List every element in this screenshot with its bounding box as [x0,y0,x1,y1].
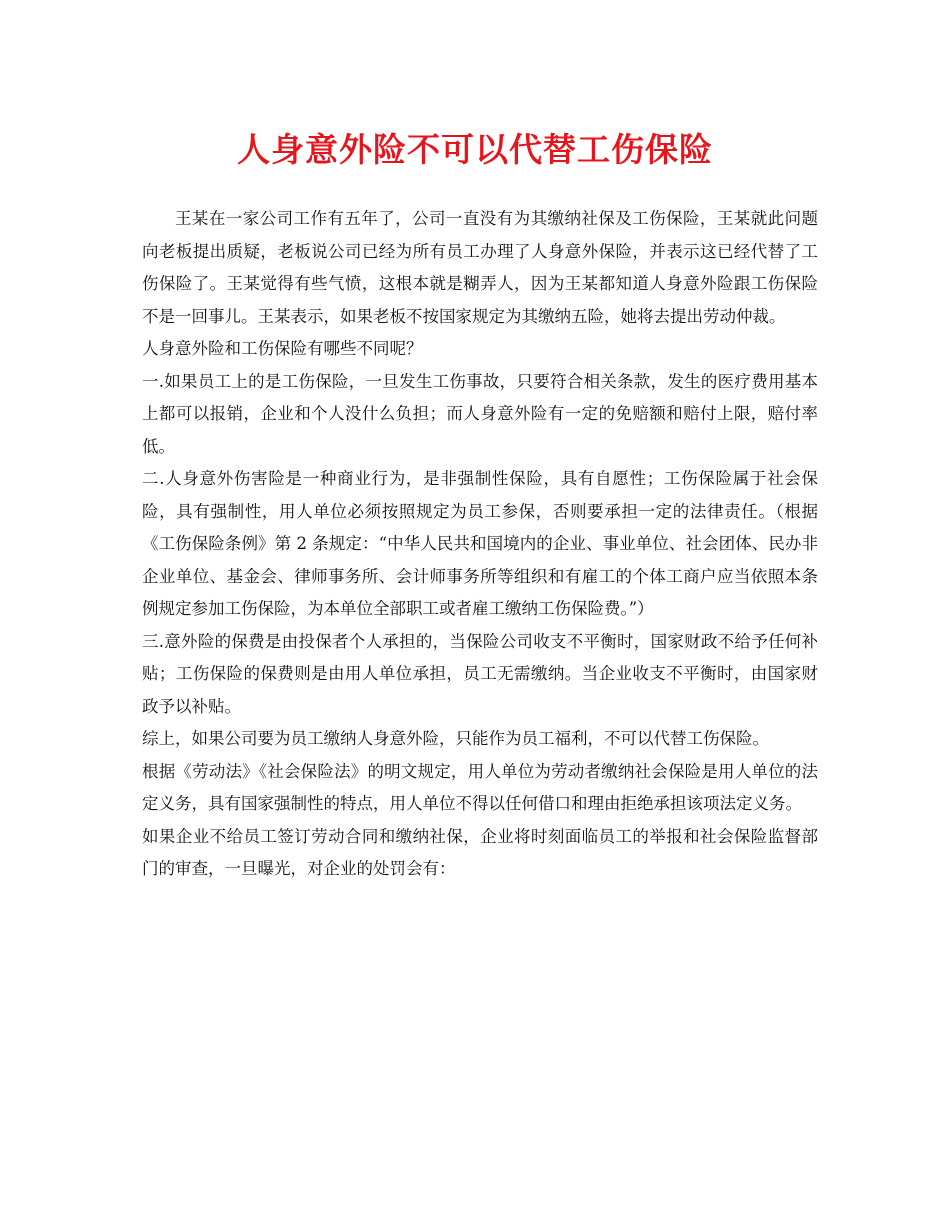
document-body [142,203,818,886]
paragraph-question: 人身意外险和工伤保险有哪些不同呢？ [142,339,423,358]
paragraph-penalty-intro: 如果企业不给员工签订劳动合同和缴纳社保，企业将时刻面临员工的举报和社会保险监督部门的审查，一旦曝光，对企业的处罚会有： [142,826,818,878]
paragraph-legal-basis: 根据《劳动法》《社会保险法》的明文规定，用人单位为劳动者缴纳社会保险是用人单位的法定义务，具有国家强制性的特点，用人单位不得以任何借口和理由拒绝承担该项法定义务。 [142,761,818,813]
paragraph-point-2: 二.人身意外伤害险是一种商业行为，是非强制性保险，具有自愿性；工伤保险属于社会保险，具有强制性，用人单位必须按照规定为员工参保，否则要承担一定的法律责任。（根据《工伤保险条例》第 2 条规定：“中华人民共和国境内的企业、事业单位、社会团体、民办非企业单位、基金会、律师事务所、会计师事务所等组织和有雇工的个体工商户应当依照本条例规定参加工伤保险，为本单位全部职工或者雇工缴纳工伤保险费。”） [142,469,818,618]
page-title: 人身意外险不可以代替工伤保险 [237,130,713,169]
paragraph-point-1: 一.如果员工上的是工伤保险，一旦发生工伤事故，只要符合相关条款，发生的医疗费用基本上都可以报销，企业和个人没什么负担；而人身意外险有一定的免赔额和赔付上限，赔付率低。 [142,371,818,456]
paragraph-intro: 王某在一家公司工作有五年了，公司一直没有为其缴纳社保及工伤保险，王某就此问题向老板提出质疑，老板说公司已经为所有员工办理了人身意外保险，并表示这已经代替了工伤保险了。王某觉得有些气愤，这根本就是糊弄人，因为王某都知道人身意外险跟工伤保险不是一回事儿。王某表示，如果老板不按国家规定为其缴纳五险，她将去提出劳动仲裁。 [142,209,818,326]
paragraph-summary: 综上，如果公司要为员工缴纳人身意外险，只能作为员工福利，不可以代替工伤保险。 [142,729,769,748]
paragraph-point-3: 三.意外险的保费是由投保者个人承担的，当保险公司收支不平衡时，国家财政不给予任何补贴；工伤保险的保费则是由用人单位承担，员工无需缴纳。当企业收支不平衡时，由国家财政予以补贴。 [142,631,818,716]
